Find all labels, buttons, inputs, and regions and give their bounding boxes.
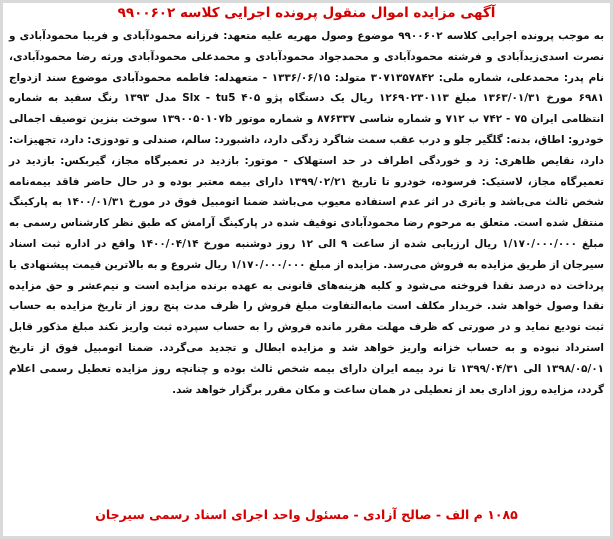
notice-signature: ۱۰۸۵ م الف - صالح آزادی - مسئول واحد اجرای اسناد رسمی سیرجان bbox=[95, 507, 518, 522]
notice-body: به موجب پرونده اجرایی کلاسه ۹۹۰۰۶۰۲ موضوع وصول مهریه علیه متعهد: فرزانه محمودآبادی و فریبا محمودآبادی و نصرت اسدی‌زیدآبادی و فرشته محمودآبادی و محمدجواد محمودآبادی و محمدعلی محمودآبادی ورثه رضا محمودآبادی، نام پدر: محمدعلی، شماره ملی: ۳۰۷۱۳۵۷۸۴۲ متولد: ۱۳۳۶/۰۶/۱۵ - متعهدله: فاطمه محمودآبادی موضوع سند ازدواج ۶۹۸۱ مورخ ۱۳۶۳/۰۱/۳۱ مبلغ ۱۲۶۹۰۲۳۰۱۱۳ ریال یک دستگاه پژو ۴۰۵ Slx - tu5 مدل ۱۳۹۳ رنگ سفید به شماره انتظامی ایران ۷۵ - ۷۴۲ ب ۷۱۲ و شماره شاسی ۸۷۶۳۳۷ و شماره موتور ۱۳۹۰۰۵۰۱۰۷b سوخت بنزین توصیف اجمالی خودرو: اطاق، بدنه: گلگیر جلو و درب عقب سمت شاگرد زدگی دارد، داشبورد: سالم، صندلی و تودوزی: دارد، تجهیزات: دارد، نقایص ظاهری: زد و خوردگی اطراف در حد استهلاک - موتور: بازدید در تعمیرگاه مجاز، گیربکس: بازدید در تعمیرگاه مجاز، لاستیک: فرسوده، خودرو تا تاریخ ۱۳۹۹/۰۲/۲۱ دارای بیمه معتبر بوده و در حال حاضر فاقد بیمه‌نامه شخص ثالث می‌باشد و باتری در اثر عدم استفاده معیوب می‌باشد ضمنا اتومبیل فوق در مورخ ۱۴۰۰/۰۱/۳۱ به پارکینگ منتقل شده است. متعلق به مرحوم رضا محمودآبادی توقیف شده در پارکینگ آرامش که طبق نظر کارشناس رسمی به مبلغ ۱/۱۷۰/۰۰۰/۰۰۰ ریال ارزیابی شده از ساعت ۹ الی ۱۲ روز دوشنبه مورخ ۱۴۰۰/۰۴/۱۴ واقع در اداره ثبت اسناد سیرجان از طریق مزایده به فروش می‌رسد. مزایده از مبلغ ۱/۱۷۰/۰۰۰/۰۰۰ ریال شروع و به بالاترین قیمت پیشنهادی با پرداخت ده درصد نقدا فروخته می‌شود و کلیه هزینه‌های قانونی به عهده برنده مزایده است و نیم‌عشر و حق مزایده نقدا وصول خواهد شد. خریدار مکلف است مابه‌التفاوت مبلغ فروش را ظرف مدت پنج روز از تاریخ مزایده به حساب ثبت تودیع نماید و در صورتی که ظرف مهلت مقرر مانده فروش را به حساب سپرده ثبت واریز نکند مبلغ مذکور قابل استرداد نبوده و به حساب خزانه واریز خواهد شد و مزایده ابطال و تجدید می‌گردد. ضمنا اتومبیل فوق از تاریخ ۱۳۹۸/۰۵/۰۱ الی ۱۳۹۹/۰۴/۳۱ تا نرد بیمه ایران دارای بیمه شخص ثالث بوده و چنانچه روز مزایده تعطیل رسمی اعلام گردد، مزایده روز اداری بعد از تعطیلی در همان ساعت و مکان مقرر برگزار خواهد شد. bbox=[9, 30, 604, 396]
notice-title: آگهی مزایده اموال منقول پرونده اجرایی کلاسه ۹۹۰۰۶۰۲ bbox=[117, 5, 496, 21]
